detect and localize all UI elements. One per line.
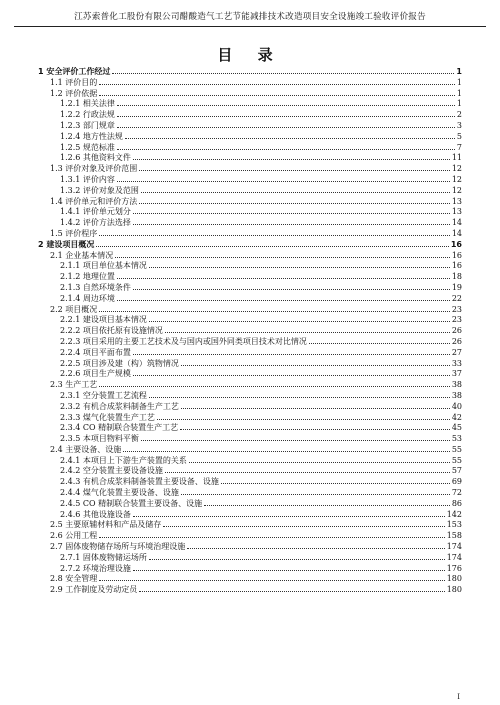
toc-entry-page: 72 <box>451 488 462 498</box>
toc-entry-label: 2.4.4 煤气化装置主要设备、设施 <box>60 488 179 498</box>
toc-entry-label: 1.3.1 评价内容 <box>60 174 115 184</box>
toc-entry-page: 23 <box>451 315 462 325</box>
toc-entry-page: 1 <box>456 77 462 87</box>
toc-entry[interactable] <box>38 530 462 541</box>
toc-entry-label: 2.2 项目概况 <box>50 304 98 314</box>
toc-entry-page: 16 <box>450 239 462 249</box>
toc-entry-label: 2.1.2 地理位置 <box>60 272 115 282</box>
toc-entry-label: 2.4 主要设备、设施 <box>50 444 122 454</box>
toc-entry-page: 40 <box>451 401 462 411</box>
toc-entry-page: 2 <box>456 110 462 120</box>
toc-entry-label: 2.6 公用工程 <box>50 531 98 541</box>
toc-leader-dots <box>139 584 444 592</box>
toc-entry-page: 27 <box>451 347 462 357</box>
toc-entry[interactable] <box>38 390 462 401</box>
toc-entry-label: 2.4.6 其他设施设备 <box>60 509 131 519</box>
toc-entry[interactable] <box>38 401 462 412</box>
toc-entry[interactable] <box>38 163 462 174</box>
toc-entry[interactable] <box>38 358 462 369</box>
toc-entry-label: 2.2.3 项目采用的主要工艺技术及与国内或国外同类项目技术对比情况 <box>60 336 307 346</box>
toc-entry[interactable] <box>38 206 462 217</box>
toc-entry[interactable] <box>38 66 462 77</box>
toc-entry-label: 1.1 评价目的 <box>50 77 98 87</box>
toc-entry[interactable] <box>38 519 462 530</box>
toc-leader-dots <box>187 541 444 549</box>
toc-leader-dots <box>133 509 445 517</box>
toc-entry-label: 1.2 评价依据 <box>50 88 98 98</box>
toc-entry[interactable] <box>38 444 462 455</box>
toc-entry[interactable] <box>38 487 462 498</box>
toc-entry[interactable] <box>38 433 462 444</box>
toc-entry-page: 5 <box>456 131 462 141</box>
toc-entry-page: 1 <box>456 88 462 98</box>
toc-leader-dots <box>96 239 449 247</box>
toc-entry-label: 2.2.1 建设项目基本情况 <box>60 315 147 325</box>
toc-entry-label: 2.4.1 本项目上下游生产装置的关系 <box>60 455 187 465</box>
toc-entry-page: 13 <box>451 196 462 206</box>
toc-entry[interactable] <box>38 271 462 282</box>
toc-entry[interactable] <box>38 552 462 563</box>
toc-entry-label: 2.7.1 固体废物储运场所 <box>60 552 147 562</box>
toc-leader-dots <box>165 325 450 333</box>
toc-leader-dots <box>133 206 450 214</box>
toc-entry-label: 2.8 安全管理 <box>50 574 98 584</box>
toc-entry[interactable] <box>38 109 462 120</box>
toc-entry-page: 153 <box>446 520 462 530</box>
toc-entry-label: 2.7.2 环境治理设施 <box>60 563 131 573</box>
toc-entry[interactable] <box>38 573 462 584</box>
toc-entry[interactable] <box>38 498 462 509</box>
toc-entry-page: 11 <box>451 153 462 163</box>
toc-entry-page: 180 <box>446 574 462 584</box>
toc-leader-dots <box>139 196 450 204</box>
toc-leader-dots <box>149 260 450 268</box>
toc-leader-dots <box>204 498 450 506</box>
toc-entry-page: 12 <box>451 164 462 174</box>
toc-entry-label: 2.3.5 本项目物料平衡 <box>60 434 139 444</box>
toc-leader-dots <box>99 228 450 236</box>
toc-entry[interactable] <box>38 476 462 487</box>
toc-entry[interactable] <box>38 120 462 131</box>
toc-entry-label: 1.3.2 评价对象及范围 <box>60 185 139 195</box>
toc-entry-page: 12 <box>451 185 462 195</box>
toc-entry-page: 174 <box>446 552 462 562</box>
toc-leader-dots <box>149 390 450 398</box>
toc-entry-label: 2.4.2 空分装置主要设备设施 <box>60 466 163 476</box>
toc-entry-label: 1.4.2 评价方法选择 <box>60 218 131 228</box>
toc-entry-label: 2.2.5 项目涉及建（构）筑物情况 <box>60 358 179 368</box>
toc-entry-page: 180 <box>446 585 462 595</box>
toc-leader-dots <box>99 88 455 96</box>
toc-entry-page: 142 <box>446 509 462 519</box>
toc-entry-page: 22 <box>451 293 462 303</box>
toc-entry-label: 1.5 评价程序 <box>50 228 98 238</box>
toc-entry-page: 53 <box>451 434 462 444</box>
toc-entry[interactable] <box>38 260 462 271</box>
toc-entry[interactable] <box>38 293 462 304</box>
toc-entry-page: 16 <box>451 250 462 260</box>
toc-entry-label: 2.1 企业基本情况 <box>50 250 114 260</box>
page-number: I <box>457 693 460 701</box>
toc-entry[interactable] <box>38 239 462 250</box>
toc-entry-page: 18 <box>451 272 462 282</box>
toc-entry-label: 2.4.3 有机合成浆料制备装置主要设备、设施 <box>60 477 219 487</box>
toc-entry[interactable] <box>38 142 462 153</box>
page-title: 目 录 <box>217 46 283 64</box>
toc-entry-page: 1 <box>456 67 462 76</box>
toc-entry[interactable] <box>38 509 462 520</box>
toc-entry[interactable] <box>38 304 462 315</box>
toc-entry[interactable] <box>38 228 462 239</box>
toc-entry[interactable] <box>38 379 462 390</box>
toc-entry[interactable] <box>38 336 462 347</box>
toc-entry[interactable] <box>38 455 462 466</box>
toc-entry-page: 19 <box>451 282 462 292</box>
toc-leader-dots <box>115 250 450 258</box>
toc-leader-dots <box>117 120 455 128</box>
toc-entry[interactable] <box>38 422 462 433</box>
toc-entry-label: 1.4 评价单元和评价方法 <box>50 196 138 206</box>
toc-entry[interactable] <box>38 250 462 261</box>
toc-entry-label: 2.4.5 CO 精制联合装置主要设备、设施 <box>60 498 203 508</box>
toc-entry-label: 1.2.5 规范标准 <box>60 142 115 152</box>
toc-entry[interactable] <box>38 465 462 476</box>
toc-entry[interactable] <box>38 325 462 336</box>
toc-leader-dots <box>133 563 445 571</box>
toc-leader-dots <box>133 347 450 355</box>
toc-entry-label: 2.3.4 CO 精制联合装置生产工艺 <box>60 423 179 433</box>
toc-entry[interactable] <box>38 584 462 595</box>
toc-entry-label: 2.3.3 煤气化装置生产工艺 <box>60 412 155 422</box>
toc-entry-page: 37 <box>451 369 462 379</box>
toc-entry[interactable] <box>38 196 462 207</box>
toc-leader-dots <box>157 412 450 420</box>
toc-entry-page: 42 <box>451 412 462 422</box>
toc-entry-label: 2.5 主要原辅材料和产品及储存 <box>50 520 162 530</box>
toc-entry-label: 2.7 固体废物储存场所与环境治理设施 <box>50 542 186 552</box>
toc-entry-page: 3 <box>456 120 462 130</box>
toc-leader-dots <box>125 131 455 139</box>
toc-entry[interactable] <box>38 412 462 423</box>
toc-entry-label: 2.1.3 自然环境条件 <box>60 282 131 292</box>
toc-entry-label: 1.3 评价对象及评价范围 <box>50 164 138 174</box>
toc-leader-dots <box>117 271 450 279</box>
toc-entry[interactable] <box>38 541 462 552</box>
toc-entry-page: 13 <box>451 207 462 217</box>
toc-entry-label: 2.3.2 有机合成浆料制备生产工艺 <box>60 401 179 411</box>
toc-entry-page: 45 <box>451 423 462 433</box>
toc-entry-page: 12 <box>451 174 462 184</box>
table-of-contents <box>38 66 462 595</box>
toc-leader-dots <box>181 401 450 409</box>
toc-leader-dots <box>133 282 450 290</box>
toc-entry-page: 69 <box>451 477 462 487</box>
toc-entry[interactable] <box>38 152 462 163</box>
document-header: 江苏索普化工股份有限公司醋酸造气工艺节能减排技术改造项目安全设施竣工验收评价报告 <box>14 10 486 27</box>
toc-entry[interactable] <box>38 217 462 228</box>
toc-entry-label: 2.2.6 项目生产规模 <box>60 369 131 379</box>
toc-entry-label: 1 安全评价工作经过 <box>38 67 111 76</box>
toc-entry-page: 26 <box>451 326 462 336</box>
toc-leader-dots <box>163 519 444 527</box>
toc-leader-dots <box>221 476 450 484</box>
toc-entry-label: 2.9 工作制度及劳动定员 <box>50 585 138 595</box>
toc-entry-label: 2.3 生产工艺 <box>50 380 98 390</box>
toc-entry-page: 26 <box>451 336 462 346</box>
toc-entry-label: 1.2.4 地方性法规 <box>60 131 123 141</box>
toc-entry[interactable] <box>38 98 462 109</box>
toc-leader-dots <box>117 98 455 106</box>
toc-leader-dots <box>117 293 450 301</box>
toc-entry[interactable] <box>38 174 462 185</box>
toc-entry-page: 7 <box>456 142 462 152</box>
toc-entry-label: 1.2.6 其他资料文件 <box>60 153 131 163</box>
toc-leader-dots <box>133 368 450 376</box>
toc-leader-dots <box>181 358 450 366</box>
toc-entry-label: 2 建设项目概况 <box>38 239 95 249</box>
toc-entry-page: 38 <box>451 390 462 400</box>
toc-leader-dots <box>189 455 450 463</box>
toc-entry-page: 57 <box>451 466 462 476</box>
toc-leader-dots <box>99 77 455 85</box>
toc-entry-page: 55 <box>451 444 462 454</box>
toc-leader-dots <box>180 422 450 430</box>
toc-leader-dots <box>139 163 450 171</box>
toc-entry[interactable] <box>38 314 462 325</box>
toc-leader-dots <box>309 336 450 344</box>
toc-entry-page: 86 <box>451 498 462 508</box>
toc-leader-dots <box>149 552 445 560</box>
toc-entry[interactable] <box>38 563 462 574</box>
toc-leader-dots <box>99 304 450 312</box>
toc-entry-page: 33 <box>451 358 462 368</box>
toc-entry-page: 23 <box>451 304 462 314</box>
toc-entry[interactable] <box>38 185 462 196</box>
toc-leader-dots <box>117 174 450 182</box>
toc-entry-page: 16 <box>451 261 462 271</box>
toc-entry-label: 2.2.4 项目平面布置 <box>60 347 131 357</box>
toc-entry-label: 1.2.1 相关法律 <box>60 99 115 109</box>
toc-entry[interactable] <box>38 88 462 99</box>
toc-leader-dots <box>112 66 454 74</box>
toc-leader-dots <box>165 465 450 473</box>
toc-entry-label: 2.1.4 周边环境 <box>60 293 115 303</box>
toc-entry-page: 38 <box>451 380 462 390</box>
toc-leader-dots <box>181 487 450 495</box>
toc-entry-label: 2.3.1 空分装置工艺流程 <box>60 390 147 400</box>
toc-entry-page: 176 <box>446 563 462 573</box>
toc-entry-page: 14 <box>451 228 462 238</box>
toc-entry[interactable] <box>38 368 462 379</box>
toc-entry-page: 14 <box>451 218 462 228</box>
toc-entry-label: 2.2.2 项目依托原有设施情况 <box>60 326 163 336</box>
toc-entry-label: 1.4.1 评价单元划分 <box>60 207 131 217</box>
toc-leader-dots <box>117 142 455 150</box>
toc-entry-label: 2.1.1 项目单位基本情况 <box>60 261 147 271</box>
toc-leader-dots <box>99 379 450 387</box>
toc-entry-label: 1.2.3 部门规章 <box>60 120 115 130</box>
toc-leader-dots <box>141 185 450 193</box>
toc-entry-page: 158 <box>446 531 462 541</box>
toc-leader-dots <box>99 530 444 538</box>
toc-entry-page: 174 <box>446 542 462 552</box>
toc-entry-label: 1.2.2 行政法规 <box>60 110 115 120</box>
toc-entry[interactable] <box>38 282 462 293</box>
toc-leader-dots <box>149 314 450 322</box>
toc-entry[interactable] <box>38 77 462 88</box>
toc-leader-dots <box>123 444 450 452</box>
toc-leader-dots <box>133 217 450 225</box>
toc-entry-page: 1 <box>456 99 462 109</box>
toc-leader-dots <box>133 152 450 160</box>
toc-leader-dots <box>141 433 450 441</box>
toc-leader-dots <box>99 573 444 581</box>
toc-entry-page: 55 <box>451 455 462 465</box>
toc-leader-dots <box>117 109 455 117</box>
toc-entry[interactable] <box>38 347 462 358</box>
toc-entry[interactable] <box>38 131 462 142</box>
